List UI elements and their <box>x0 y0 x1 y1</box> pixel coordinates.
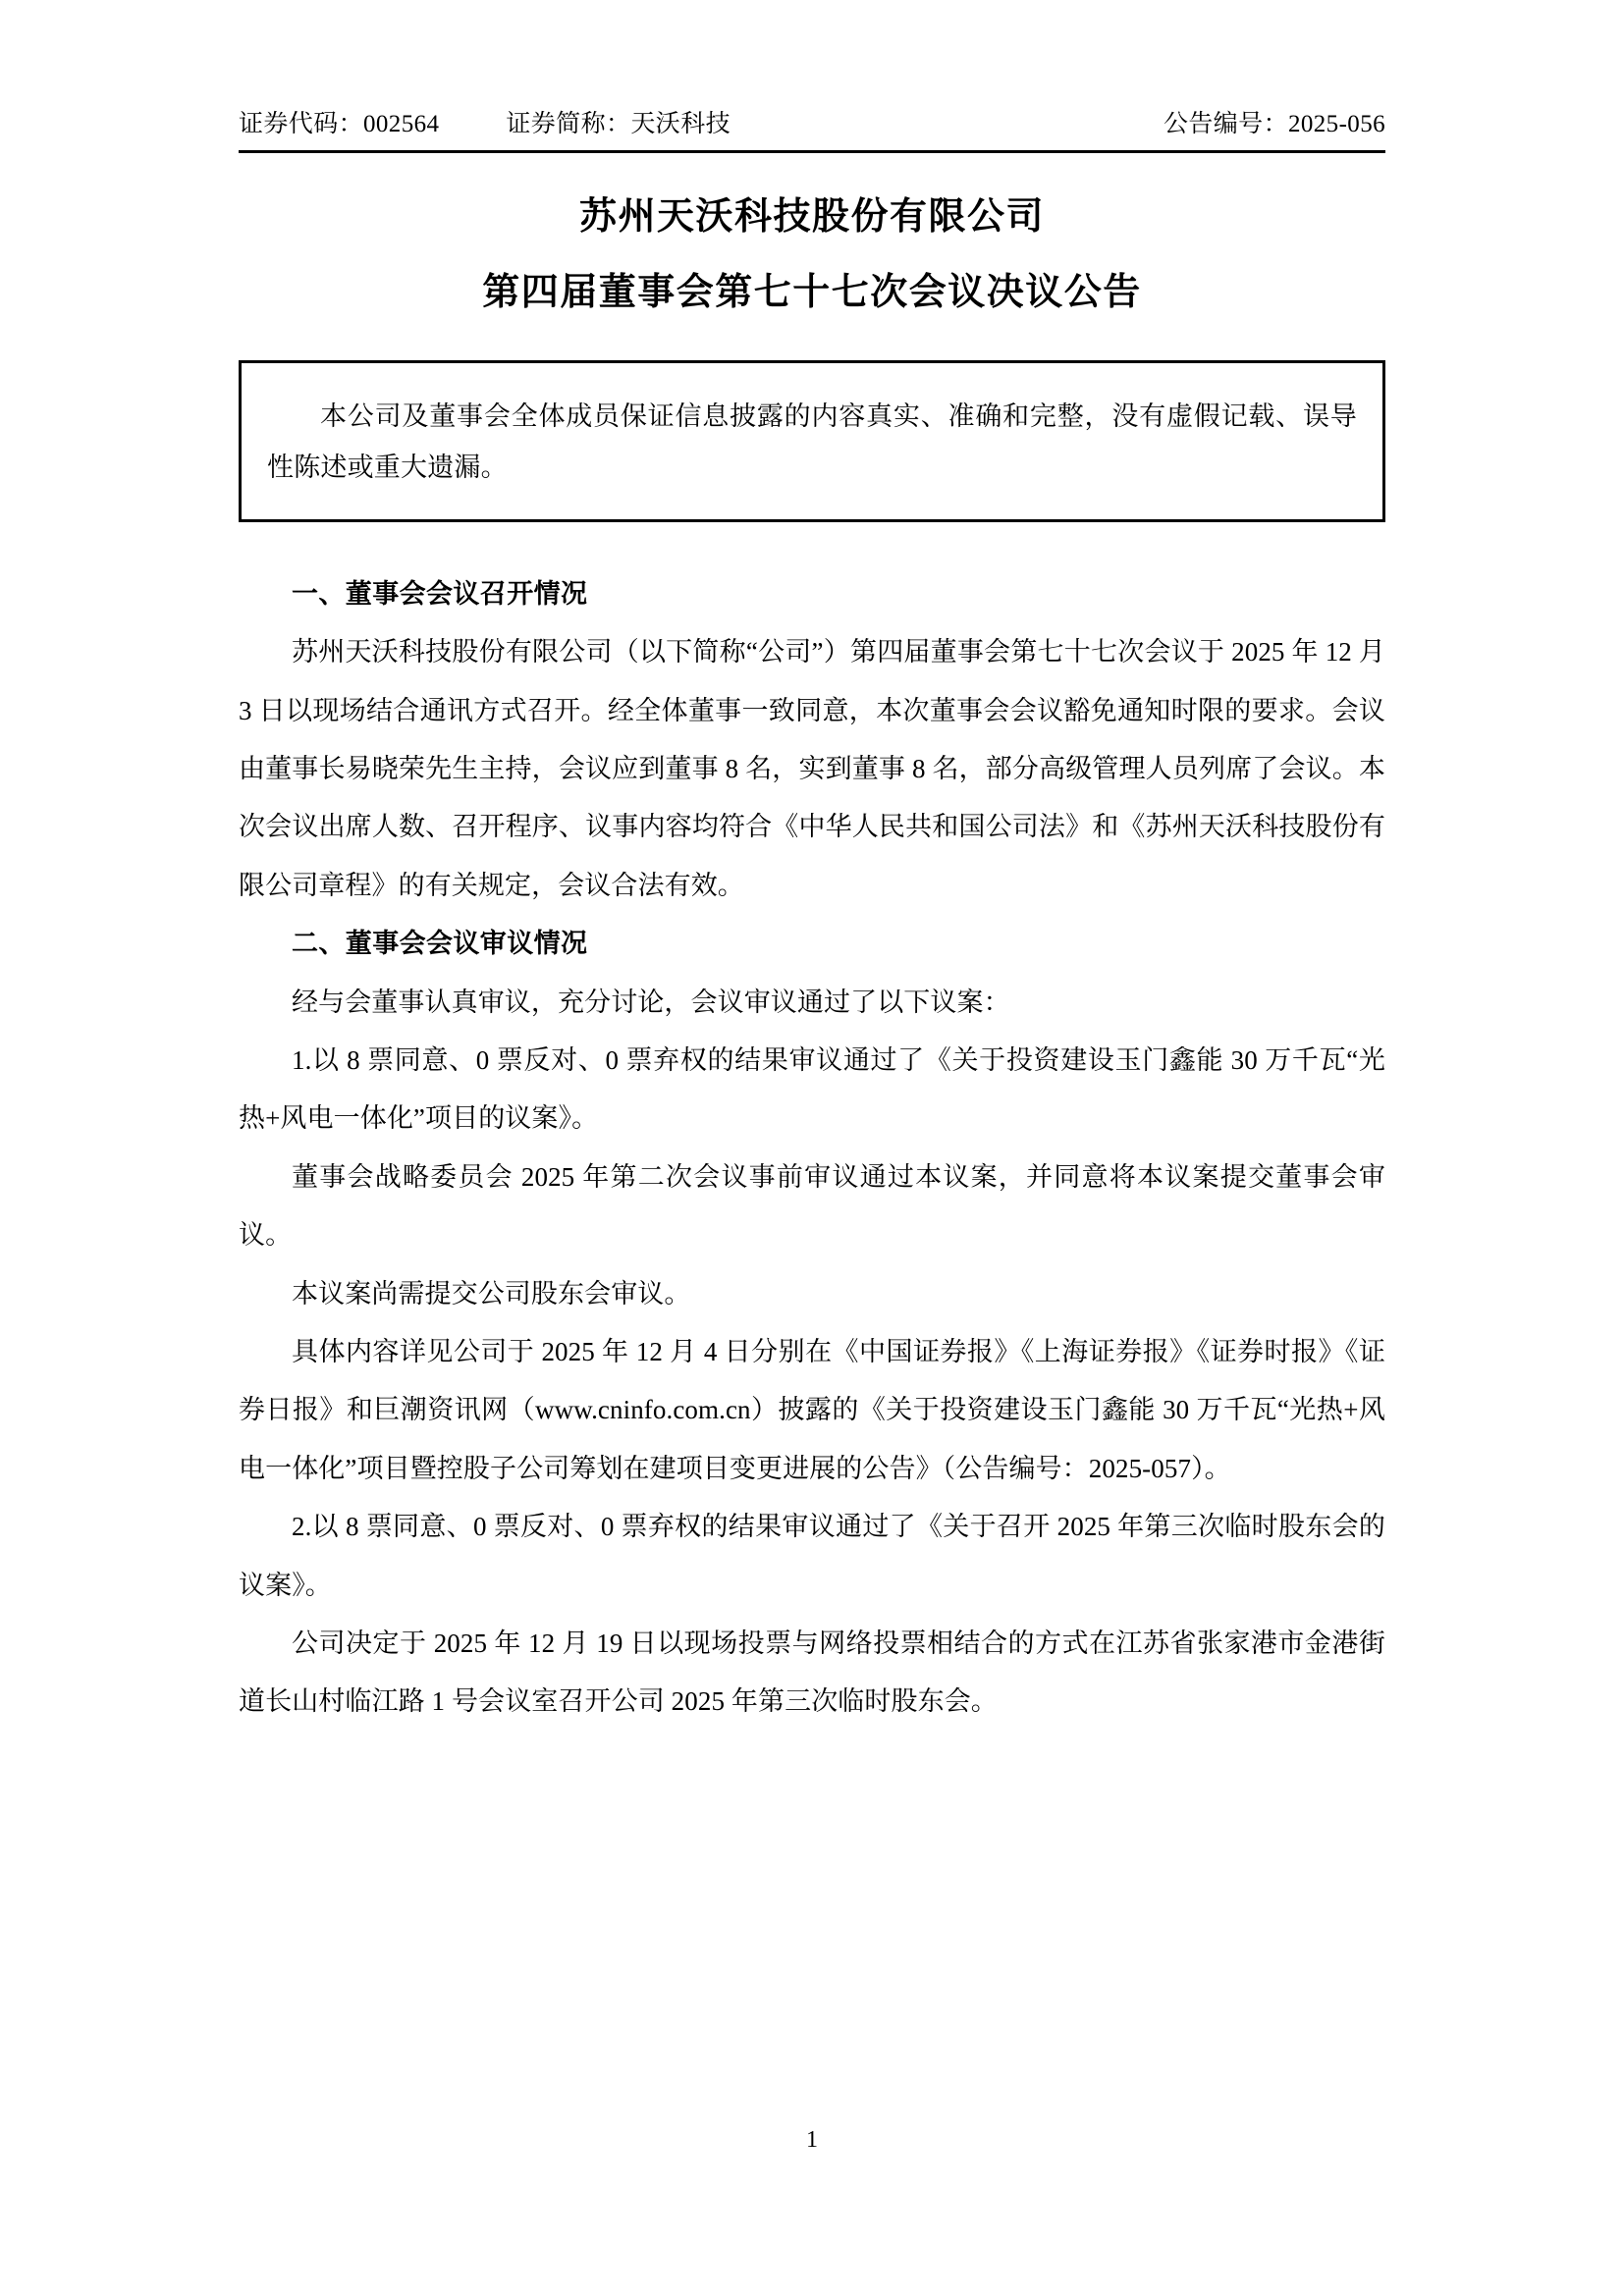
resolution-item-1-note-disclosure: 具体内容详见公司于 2025 年 12 月 4 日分别在《中国证券报》《上海证券报》《证券时报》《证券日报》和巨潮资讯网（www.cninfo.com.cn）披露的《关于投资建设玉门鑫能 30 万千瓦“光热+风电一体化”项目暨控股子公司筹划在建项目变更进展的公告》（公告编号：2025-057）。 <box>239 1336 1385 1483</box>
section-2-intro: 经与会董事认真审议，充分讨论，会议审议通过了以下议案： <box>292 987 1010 1017</box>
announcement-number: 公告编号：2025-056 <box>1163 111 1385 137</box>
section-1-paragraph: 苏州天沃科技股份有限公司（以下简称“公司”）第四届董事会第七十七次会议于 2025 年 12 月 3 日以现场结合通讯方式召开。经全体董事一致同意，本次董事会会议豁免通知时限的要求。会议由董事长易晓荣先生主持，会议应到董事 8 名，实到董事 8 名，部分高级管理人员列席了会议。本次会议出席人数、召开程序、议事内容均符合《中华人民共和国公司法》和《苏州天沃科技股份有限公司章程》的有关规定，会议合法有效。 <box>239 637 1385 900</box>
company-title: 苏州天沃科技股份有限公司 <box>578 196 1045 238</box>
disclaimer-box <box>239 360 1385 522</box>
page-content <box>239 0 1385 1732</box>
security-code: 证券代码：002564 <box>239 111 440 137</box>
resolution-item-2: 2.以 8 票同意、0 票反对、0 票弃权的结果审议通过了《关于召开 2025 年第三次临时股东会的议案》。 <box>239 1512 1385 1600</box>
disclaimer-text: 本公司及董事会全体成员保证信息披露的内容真实、准确和完整，没有虚假记载、误导性陈述或重大遗漏。 <box>267 400 1357 483</box>
header-divider <box>239 150 1385 153</box>
running-head <box>239 0 1385 139</box>
resolution-item-1-note-strategy-committee: 董事会战略委员会 2025 年第二次会议事前审议通过本议案，并同意将本议案提交董事会审议。 <box>239 1161 1385 1251</box>
announcement-title: 第四届董事会第七十七次会议决议公告 <box>482 272 1142 314</box>
resolution-item-1-note-shareholder-approval: 本议案尚需提交公司股东会审议。 <box>292 1278 691 1308</box>
section-heading-1: 一、董事会会议召开情况 <box>292 578 588 609</box>
resolution-item-2-note-meeting-details: 公司决定于 2025 年 12 月 19 日以现场投票与网络投票相结合的方式在江苏省张家港市金港街道长山村临江路 1 号会议室召开公司 2025 年第三次临时股东会。 <box>239 1628 1385 1717</box>
page-number: 1 <box>806 2127 818 2153</box>
section-heading-2: 二、董事会会议审议情况 <box>292 929 588 959</box>
document-body <box>239 565 1385 1732</box>
security-short-name: 证券简称：天沃科技 <box>506 111 731 137</box>
resolution-item-1: 1.以 8 票同意、0 票反对、0 票弃权的结果审议通过了《关于投资建设玉门鑫能 30 万千瓦“光热+风电一体化”项目的议案》。 <box>239 1045 1385 1134</box>
